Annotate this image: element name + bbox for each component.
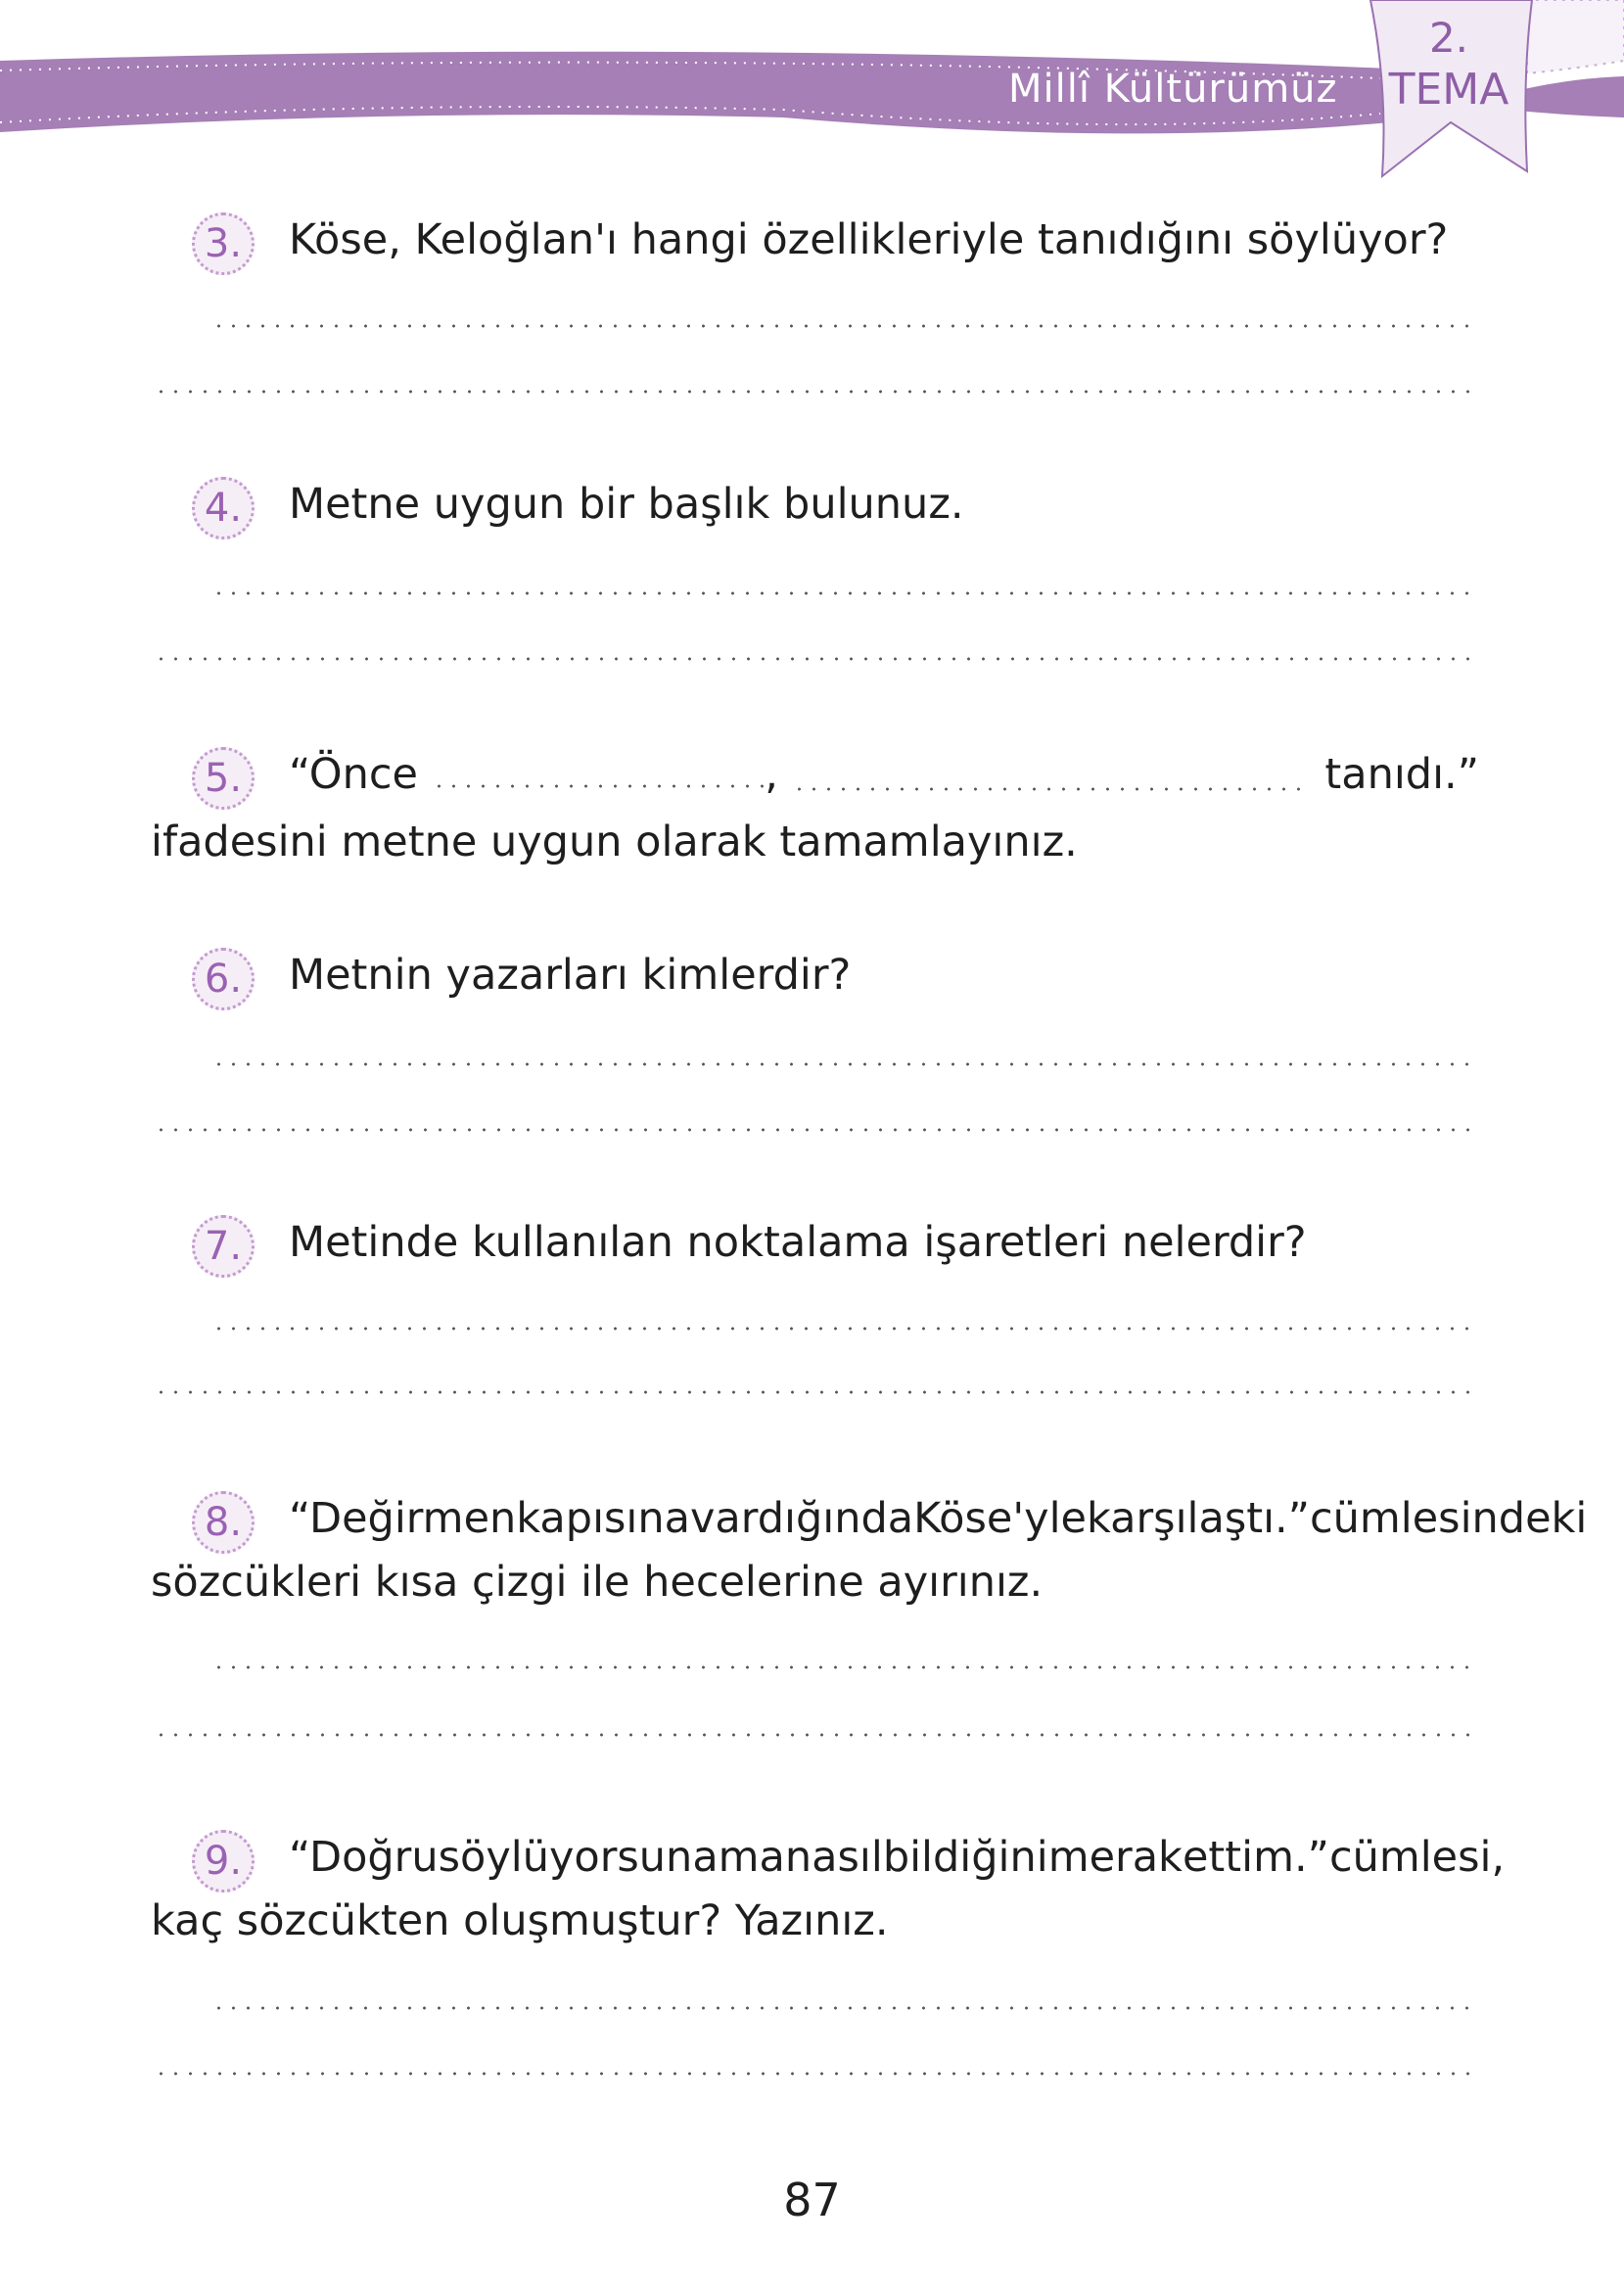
word: cümlesindeki — [1309, 1494, 1588, 1543]
word: cümlesi, — [1328, 1833, 1506, 1882]
theme-label: TEMA — [1388, 65, 1509, 115]
text-part: “Önce — [289, 750, 418, 799]
question-number-badge: 9. — [192, 1830, 255, 1893]
question-text: ifadesini metne uygun olarak tamamlayınız. — [151, 818, 1078, 866]
word: “Doğru — [289, 1833, 439, 1882]
answer-line[interactable] — [211, 1062, 1479, 1066]
word: Köse'yle — [913, 1494, 1087, 1543]
word: merak — [1047, 1833, 1183, 1882]
page-number: 87 — [783, 2174, 841, 2226]
question-number-badge: 8. — [192, 1491, 255, 1554]
question-text: Metnin yazarları kimlerdir? — [289, 951, 852, 1000]
answer-line[interactable] — [211, 324, 1479, 328]
question-text: Metinde kullanılan noktalama işaretleri nelerdir? — [289, 1218, 1307, 1267]
question-text — [289, 1494, 1588, 1543]
word: söylüyorsun — [438, 1833, 693, 1882]
text-part: tanıdı.” — [1324, 750, 1479, 799]
word: bildiğini — [882, 1833, 1048, 1882]
question-number-badge: 4. — [192, 477, 255, 539]
answer-line[interactable] — [154, 657, 1475, 661]
question-text: sözcükleri kısa çizgi ile hecelerine ayırınız. — [151, 1558, 1044, 1607]
comma: , — [765, 750, 778, 799]
word: ama — [692, 1833, 785, 1882]
answer-line[interactable] — [154, 390, 1475, 394]
answer-line[interactable] — [211, 2006, 1479, 2010]
fill-blank-1[interactable] — [432, 750, 778, 799]
question-text — [289, 1833, 1506, 1882]
word: nasıl — [784, 1833, 883, 1882]
question-text: Metne uygun bir başlık bulunuz. — [289, 480, 964, 529]
answer-line[interactable] — [154, 1390, 1475, 1394]
question-number-badge: 3. — [192, 212, 255, 275]
question-number-badge: 5. — [192, 747, 255, 810]
question-text: kaç sözcükten oluşmuştur? Yazınız. — [151, 1896, 889, 1945]
question-number-badge: 7. — [192, 1215, 255, 1278]
fill-blank-2[interactable] — [792, 787, 1311, 791]
theme-title: Millî Kültürümüz — [1008, 67, 1338, 112]
theme-number: 2. — [1428, 14, 1469, 62]
question-text: Köse, Keloğlan'ı hangi özellikleriyle tanıdığını söylüyor? — [289, 215, 1449, 264]
word: karşılaştı.” — [1087, 1494, 1310, 1543]
question-number-badge: 6. — [192, 948, 255, 1010]
answer-line[interactable] — [154, 1733, 1475, 1737]
answer-line[interactable] — [211, 591, 1479, 595]
question-text — [289, 750, 1479, 799]
answer-line[interactable] — [211, 1327, 1479, 1331]
answer-line[interactable] — [154, 2072, 1475, 2076]
word: “Değirmen — [289, 1494, 517, 1543]
word: kapısına — [516, 1494, 690, 1543]
word: vardığında — [689, 1494, 914, 1543]
answer-line[interactable] — [211, 1665, 1479, 1669]
answer-line[interactable] — [154, 1128, 1475, 1132]
word: ettim.” — [1182, 1833, 1329, 1882]
